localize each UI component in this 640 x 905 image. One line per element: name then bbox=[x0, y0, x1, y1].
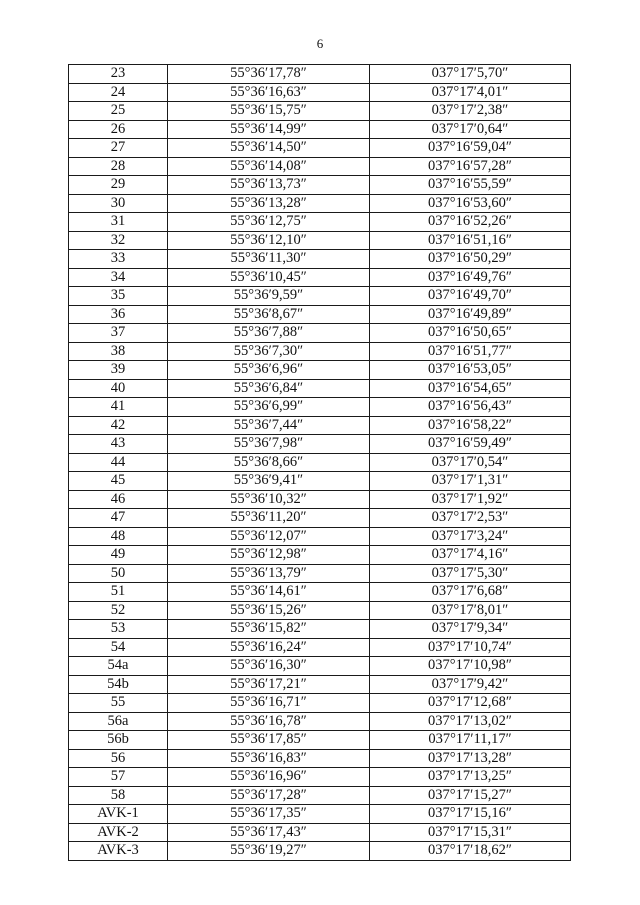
point-id-cell: 25 bbox=[69, 102, 168, 121]
latitude-cell: 55°36′8,67″ bbox=[168, 305, 370, 324]
longitude-cell: 037°17′0,64″ bbox=[370, 120, 571, 139]
latitude-cell: 55°36′17,85″ bbox=[168, 731, 370, 750]
table-row bbox=[69, 657, 571, 676]
latitude-cell: 55°36′6,96″ bbox=[168, 361, 370, 380]
point-id-cell: 23 bbox=[69, 65, 168, 84]
point-id-cell: 51 bbox=[69, 583, 168, 602]
point-id-cell: 45 bbox=[69, 472, 168, 491]
longitude-cell: 037°17′18,62″ bbox=[370, 842, 571, 861]
longitude-cell: 037°16′53,05″ bbox=[370, 361, 571, 380]
table-row bbox=[69, 546, 571, 565]
point-id-cell: AVK-1 bbox=[69, 805, 168, 824]
longitude-cell: 037°16′55,59″ bbox=[370, 176, 571, 195]
point-id-cell: 37 bbox=[69, 324, 168, 343]
table-row bbox=[69, 786, 571, 805]
table-row bbox=[69, 509, 571, 528]
longitude-cell: 037°17′9,42″ bbox=[370, 675, 571, 694]
table-row bbox=[69, 453, 571, 472]
table-row bbox=[69, 176, 571, 195]
point-id-cell: 50 bbox=[69, 564, 168, 583]
point-id-cell: AVK-3 bbox=[69, 842, 168, 861]
latitude-cell: 55°36′6,84″ bbox=[168, 379, 370, 398]
longitude-cell: 037°16′58,22″ bbox=[370, 416, 571, 435]
table-row bbox=[69, 398, 571, 417]
latitude-cell: 55°36′14,99″ bbox=[168, 120, 370, 139]
point-id-cell: 41 bbox=[69, 398, 168, 417]
point-id-cell: 29 bbox=[69, 176, 168, 195]
point-id-cell: 58 bbox=[69, 786, 168, 805]
latitude-cell: 55°36′10,32″ bbox=[168, 490, 370, 509]
longitude-cell: 037°17′2,38″ bbox=[370, 102, 571, 121]
point-id-cell: 32 bbox=[69, 231, 168, 250]
latitude-cell: 55°36′9,59″ bbox=[168, 287, 370, 306]
point-id-cell: 39 bbox=[69, 361, 168, 380]
table-row bbox=[69, 601, 571, 620]
longitude-cell: 037°16′54,65″ bbox=[370, 379, 571, 398]
table-row bbox=[69, 102, 571, 121]
latitude-cell: 55°36′16,30″ bbox=[168, 657, 370, 676]
latitude-cell: 55°36′11,30″ bbox=[168, 250, 370, 269]
table-row bbox=[69, 731, 571, 750]
point-id-cell: 54 bbox=[69, 638, 168, 657]
point-id-cell: 43 bbox=[69, 435, 168, 454]
longitude-cell: 037°17′3,24″ bbox=[370, 527, 571, 546]
table-row bbox=[69, 379, 571, 398]
longitude-cell: 037°17′5,70″ bbox=[370, 65, 571, 84]
latitude-cell: 55°36′16,63″ bbox=[168, 83, 370, 102]
table-row bbox=[69, 416, 571, 435]
point-id-cell: 33 bbox=[69, 250, 168, 269]
point-id-cell: 36 bbox=[69, 305, 168, 324]
table-row bbox=[69, 65, 571, 84]
latitude-cell: 55°36′17,78″ bbox=[168, 65, 370, 84]
latitude-cell: 55°36′16,71″ bbox=[168, 694, 370, 713]
table-row bbox=[69, 435, 571, 454]
table-row bbox=[69, 342, 571, 361]
longitude-cell: 037°16′59,04″ bbox=[370, 139, 571, 158]
longitude-cell: 037°17′10,74″ bbox=[370, 638, 571, 657]
table-row bbox=[69, 139, 571, 158]
latitude-cell: 55°36′14,08″ bbox=[168, 157, 370, 176]
latitude-cell: 55°36′15,82″ bbox=[168, 620, 370, 639]
latitude-cell: 55°36′7,44″ bbox=[168, 416, 370, 435]
longitude-cell: 037°16′49,70″ bbox=[370, 287, 571, 306]
table-row bbox=[69, 527, 571, 546]
table-row bbox=[69, 194, 571, 213]
table-row bbox=[69, 583, 571, 602]
longitude-cell: 037°17′10,98″ bbox=[370, 657, 571, 676]
table-row bbox=[69, 120, 571, 139]
table-row bbox=[69, 638, 571, 657]
point-id-cell: 42 bbox=[69, 416, 168, 435]
longitude-cell: 037°16′52,26″ bbox=[370, 213, 571, 232]
longitude-cell: 037°16′51,77″ bbox=[370, 342, 571, 361]
longitude-cell: 037°17′5,30″ bbox=[370, 564, 571, 583]
table-row bbox=[69, 83, 571, 102]
latitude-cell: 55°36′14,61″ bbox=[168, 583, 370, 602]
longitude-cell: 037°17′2,53″ bbox=[370, 509, 571, 528]
longitude-cell: 037°16′57,28″ bbox=[370, 157, 571, 176]
latitude-cell: 55°36′12,07″ bbox=[168, 527, 370, 546]
longitude-cell: 037°17′12,68″ bbox=[370, 694, 571, 713]
longitude-cell: 037°16′49,89″ bbox=[370, 305, 571, 324]
table-row bbox=[69, 694, 571, 713]
latitude-cell: 55°36′17,28″ bbox=[168, 786, 370, 805]
point-id-cell: 34 bbox=[69, 268, 168, 287]
point-id-cell: 53 bbox=[69, 620, 168, 639]
latitude-cell: 55°36′8,66″ bbox=[168, 453, 370, 472]
table-row bbox=[69, 620, 571, 639]
longitude-cell: 037°17′15,31″ bbox=[370, 823, 571, 842]
point-id-cell: 24 bbox=[69, 83, 168, 102]
table-row bbox=[69, 472, 571, 491]
longitude-cell: 037°17′8,01″ bbox=[370, 601, 571, 620]
point-id-cell: 26 bbox=[69, 120, 168, 139]
latitude-cell: 55°36′17,21″ bbox=[168, 675, 370, 694]
table-row bbox=[69, 675, 571, 694]
table-row bbox=[69, 564, 571, 583]
coordinates-table bbox=[68, 64, 571, 861]
point-id-cell: 30 bbox=[69, 194, 168, 213]
table-row bbox=[69, 268, 571, 287]
point-id-cell: 28 bbox=[69, 157, 168, 176]
point-id-cell: 38 bbox=[69, 342, 168, 361]
latitude-cell: 55°36′16,83″ bbox=[168, 749, 370, 768]
page-number: 6 bbox=[316, 36, 324, 51]
latitude-cell: 55°36′7,30″ bbox=[168, 342, 370, 361]
longitude-cell: 037°17′13,02″ bbox=[370, 712, 571, 731]
latitude-cell: 55°36′12,75″ bbox=[168, 213, 370, 232]
point-id-cell: 47 bbox=[69, 509, 168, 528]
latitude-cell: 55°36′15,75″ bbox=[168, 102, 370, 121]
longitude-cell: 037°16′50,29″ bbox=[370, 250, 571, 269]
table-row bbox=[69, 712, 571, 731]
table-row bbox=[69, 490, 571, 509]
latitude-cell: 55°36′19,27″ bbox=[168, 842, 370, 861]
point-id-cell: 44 bbox=[69, 453, 168, 472]
table-row bbox=[69, 287, 571, 306]
table-row bbox=[69, 213, 571, 232]
table-row bbox=[69, 157, 571, 176]
latitude-cell: 55°36′10,45″ bbox=[168, 268, 370, 287]
longitude-cell: 037°16′49,76″ bbox=[370, 268, 571, 287]
longitude-cell: 037°17′1,92″ bbox=[370, 490, 571, 509]
point-id-cell: 54b bbox=[69, 675, 168, 694]
table-row bbox=[69, 250, 571, 269]
longitude-cell: 037°17′4,16″ bbox=[370, 546, 571, 565]
point-id-cell: 56 bbox=[69, 749, 168, 768]
table-row bbox=[69, 842, 571, 861]
point-id-cell: 57 bbox=[69, 768, 168, 787]
point-id-cell: 54a bbox=[69, 657, 168, 676]
point-id-cell: 27 bbox=[69, 139, 168, 158]
table-row bbox=[69, 324, 571, 343]
table-row bbox=[69, 305, 571, 324]
latitude-cell: 55°36′16,96″ bbox=[168, 768, 370, 787]
longitude-cell: 037°17′1,31″ bbox=[370, 472, 571, 491]
latitude-cell: 55°36′13,79″ bbox=[168, 564, 370, 583]
longitude-cell: 037°17′15,27″ bbox=[370, 786, 571, 805]
point-id-cell: 56b bbox=[69, 731, 168, 750]
latitude-cell: 55°36′12,98″ bbox=[168, 546, 370, 565]
longitude-cell: 037°16′50,65″ bbox=[370, 324, 571, 343]
latitude-cell: 55°36′17,35″ bbox=[168, 805, 370, 824]
table-row bbox=[69, 805, 571, 824]
latitude-cell: 55°36′16,78″ bbox=[168, 712, 370, 731]
latitude-cell: 55°36′13,28″ bbox=[168, 194, 370, 213]
point-id-cell: 31 bbox=[69, 213, 168, 232]
latitude-cell: 55°36′12,10″ bbox=[168, 231, 370, 250]
table-row bbox=[69, 749, 571, 768]
latitude-cell: 55°36′13,73″ bbox=[168, 176, 370, 195]
longitude-cell: 037°17′9,34″ bbox=[370, 620, 571, 639]
longitude-cell: 037°17′11,17″ bbox=[370, 731, 571, 750]
longitude-cell: 037°16′59,49″ bbox=[370, 435, 571, 454]
longitude-cell: 037°17′13,28″ bbox=[370, 749, 571, 768]
point-id-cell: 56a bbox=[69, 712, 168, 731]
point-id-cell: 35 bbox=[69, 287, 168, 306]
longitude-cell: 037°17′0,54″ bbox=[370, 453, 571, 472]
table-row bbox=[69, 361, 571, 380]
point-id-cell: 49 bbox=[69, 546, 168, 565]
latitude-cell: 55°36′15,26″ bbox=[168, 601, 370, 620]
latitude-cell: 55°36′16,24″ bbox=[168, 638, 370, 657]
coordinates-table-body bbox=[69, 65, 571, 861]
point-id-cell: 55 bbox=[69, 694, 168, 713]
point-id-cell: AVK-2 bbox=[69, 823, 168, 842]
point-id-cell: 52 bbox=[69, 601, 168, 620]
point-id-cell: 40 bbox=[69, 379, 168, 398]
latitude-cell: 55°36′7,88″ bbox=[168, 324, 370, 343]
longitude-cell: 037°17′4,01″ bbox=[370, 83, 571, 102]
latitude-cell: 55°36′7,98″ bbox=[168, 435, 370, 454]
latitude-cell: 55°36′17,43″ bbox=[168, 823, 370, 842]
point-id-cell: 46 bbox=[69, 490, 168, 509]
point-id-cell: 48 bbox=[69, 527, 168, 546]
latitude-cell: 55°36′9,41″ bbox=[168, 472, 370, 491]
latitude-cell: 55°36′6,99″ bbox=[168, 398, 370, 417]
table-row bbox=[69, 231, 571, 250]
longitude-cell: 037°17′15,16″ bbox=[370, 805, 571, 824]
longitude-cell: 037°17′13,25″ bbox=[370, 768, 571, 787]
longitude-cell: 037°16′51,16″ bbox=[370, 231, 571, 250]
latitude-cell: 55°36′11,20″ bbox=[168, 509, 370, 528]
longitude-cell: 037°16′56,43″ bbox=[370, 398, 571, 417]
latitude-cell: 55°36′14,50″ bbox=[168, 139, 370, 158]
table-row bbox=[69, 768, 571, 787]
longitude-cell: 037°16′53,60″ bbox=[370, 194, 571, 213]
table-row bbox=[69, 823, 571, 842]
longitude-cell: 037°17′6,68″ bbox=[370, 583, 571, 602]
